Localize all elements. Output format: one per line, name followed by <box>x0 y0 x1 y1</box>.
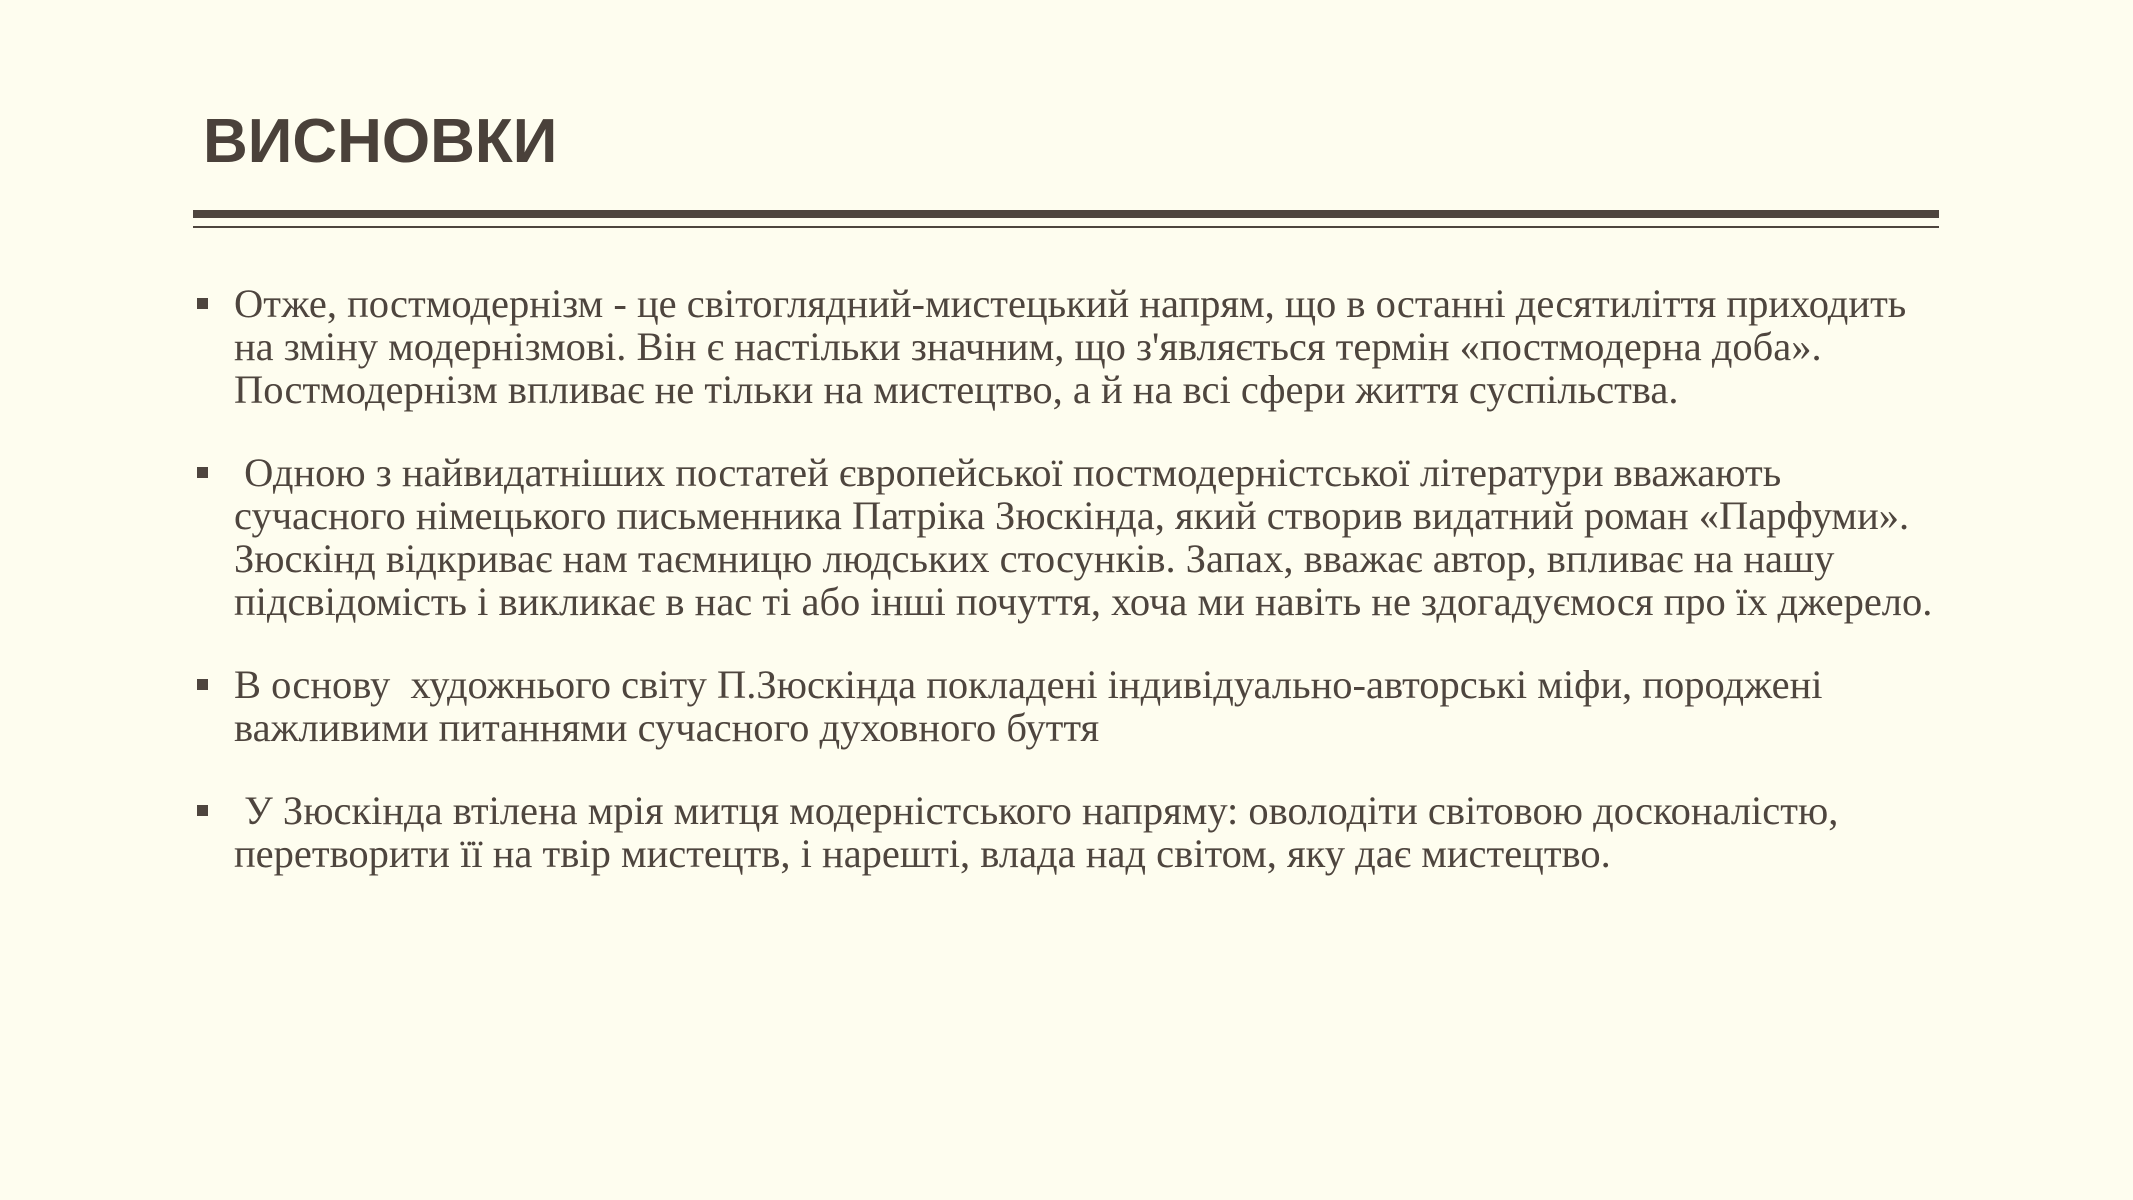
square-bullet-icon <box>197 467 208 478</box>
bullet-item <box>193 663 1953 749</box>
title-divider-thick <box>193 210 1939 218</box>
square-bullet-icon <box>197 298 208 309</box>
slide-title: ВИСНОВКИ <box>203 107 558 176</box>
bullet-text: В основу художнього світу П.Зюскінда покладені індивідуально-авторські міфи, породжені важливими питаннями сучасного духовного буття <box>234 662 1833 750</box>
title-divider-thin <box>193 226 1939 228</box>
bullet-list <box>193 282 1953 915</box>
square-bullet-icon <box>197 679 208 690</box>
bullet-text: Одною з найвидатніших постатей європейської постмодерністської літератури вважають сучасного німецького письменника Патріка Зюскінда, який створив видатний роман «Парфуми». Зюскінд відкриває нам таємницю людських стосунків. Запах, вважає автор, впливає на нашу підсвідомість і викликає в нас ті або інші почуття, хоча ми навіть не здогадуємося про їх джерело. <box>234 450 1933 624</box>
bullet-item <box>193 789 1953 875</box>
bullet-text: У Зюскінда втілена мрія митця модерністського напряму: оволодіти світовою досконалістю, перетворити її на твір мистецтв, і нарешті, влада над світом, яку дає мистецтво. <box>234 788 1849 876</box>
bullet-text: Отже, постмодернізм - це світоглядний-мистецький напрям, що в останні десятиліття приходить на зміну модернізмові. Він є настільки значним, що з'являється термін «постмодерна доба». Постмодернізм впливає не тільки на мистецтво, а й на всі сфери життя суспільства. <box>234 281 1917 412</box>
bullet-item <box>193 451 1953 623</box>
bullet-item <box>193 282 1953 411</box>
square-bullet-icon <box>197 805 208 816</box>
